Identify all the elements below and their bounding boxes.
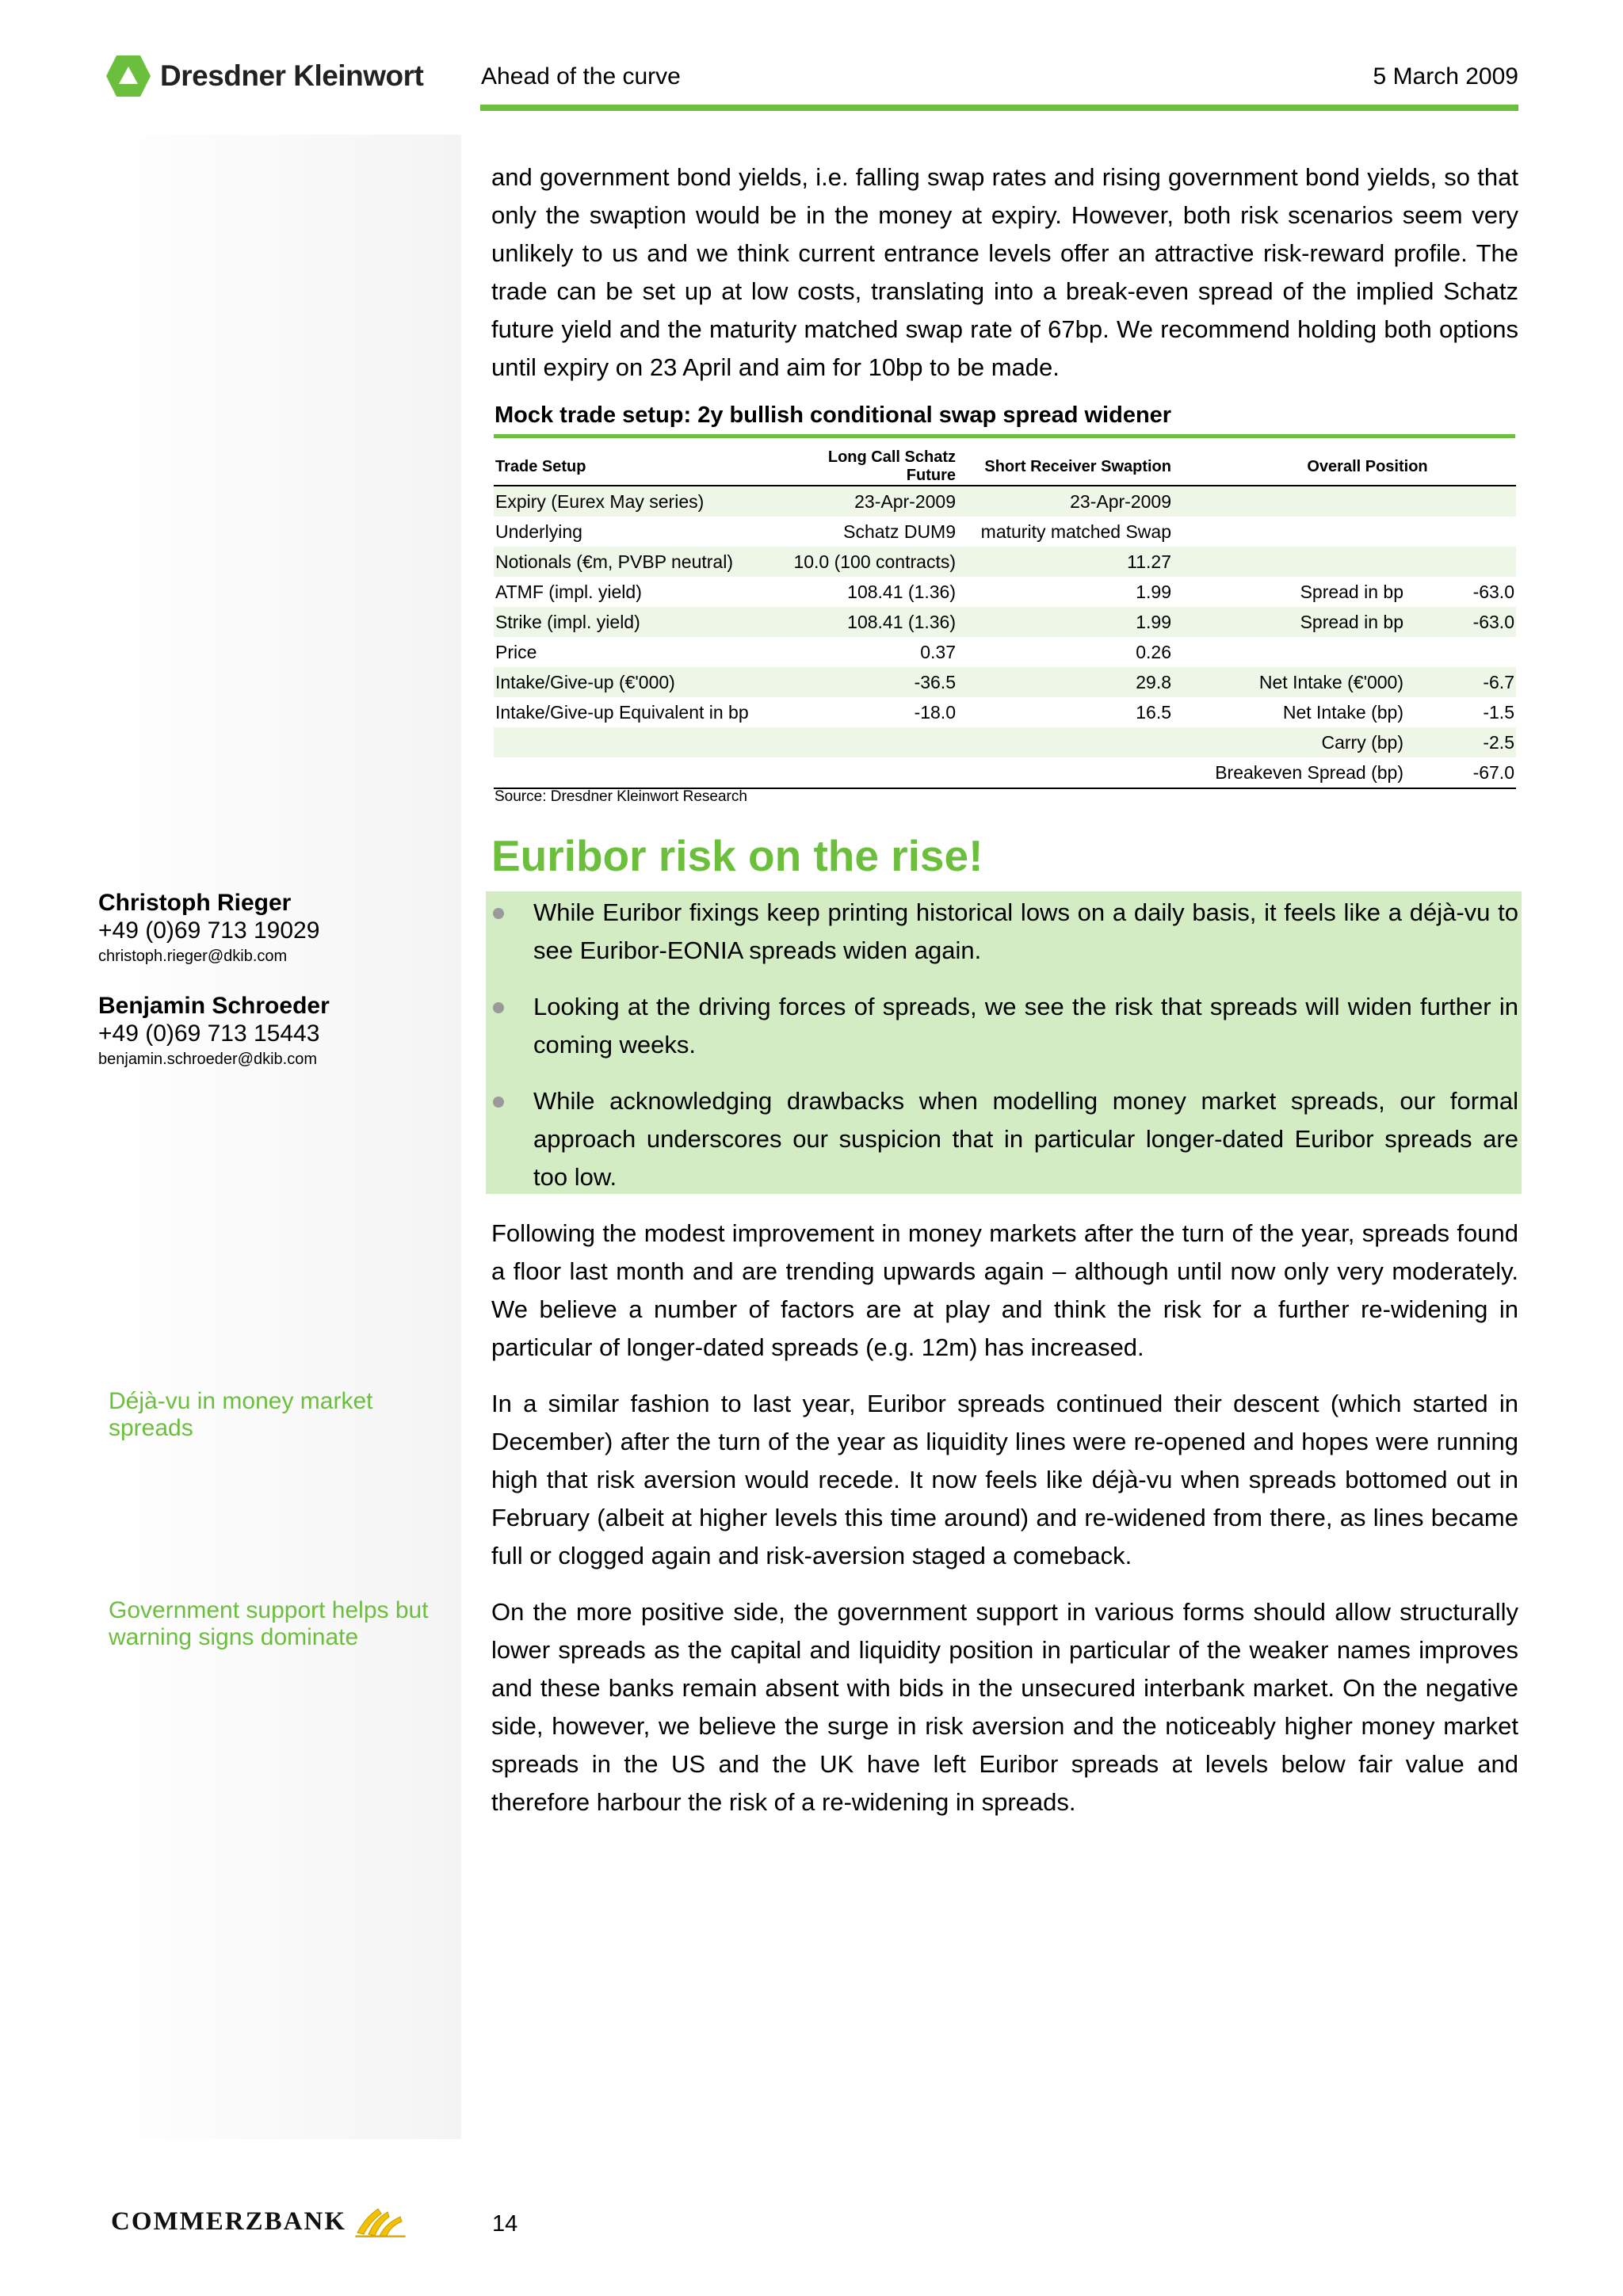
table-cell: Spread in bp	[1300, 581, 1403, 602]
body-paragraph: In a similar fashion to last year, Euribor spreads continued their descent (which started in December) after the turn of the year as liquidity lines were re-opened and hopes were running high that risk aversion would recede. It now feels like déjà-vu when spreads bottomed out in February (albeit at higher levels this time around) and re-widened from there, as lines became full or clogged again and risk-aversion staged a comeback.	[491, 1390, 1518, 1569]
section-title: Euribor risk on the rise!	[491, 831, 983, 880]
table-row	[494, 757, 1516, 788]
logo-text: Dresdner Kleinwort	[160, 59, 424, 92]
contact-email[interactable]: benjamin.schroeder@dkib.com	[98, 1051, 317, 1068]
margin-note: Government support helps but warning signs dominate	[109, 1597, 429, 1650]
intro-paragraph: and government bond yields, i.e. falling swap rates and rising government bond yields, so that only the swaption would be in the money at expiry. However, both risk scenarios seem very unlikely to us and we think current entrance levels offer an attractive risk-reward profile. The trade can be set up at low costs, translating into a break-even spread of the implied Schatz future yield and the maturity matched swap rate of 67bp. We recommend holding both options until expiry on 23 April and aim for 10bp to be made.	[491, 163, 1518, 381]
table-cell: 23-Apr-2009	[957, 486, 1173, 517]
table-cell: -2.5	[1405, 727, 1516, 757]
contact-card	[98, 889, 319, 968]
column-header: Overall Position	[1173, 448, 1516, 486]
table-cell: 108.41 (1.36)	[847, 581, 956, 602]
table-cell: Net Intake (bp)	[1282, 701, 1403, 723]
contact-name: Benjamin Schroeder	[98, 993, 330, 1019]
table-row	[494, 667, 1516, 697]
table-cell: Intake/Give-up (€'000)	[494, 667, 779, 697]
table-cell	[957, 757, 1173, 788]
company-logo	[105, 52, 423, 100]
contact-card	[98, 992, 330, 1071]
table-cell: 29.8	[957, 667, 1173, 697]
table-cell	[1173, 486, 1405, 517]
table-cell: Strike (impl. yield)	[494, 607, 779, 637]
table-row	[494, 727, 1516, 757]
bullet-dot-icon	[493, 908, 504, 919]
table-row	[494, 637, 1516, 667]
table-cell	[494, 727, 779, 757]
logo-mark-icon	[105, 52, 152, 100]
table-cell: Notionals (€m, PVBP neutral)	[494, 547, 779, 577]
table-cell	[1173, 517, 1405, 547]
table-cell: -6.7	[1405, 667, 1516, 697]
table-cell: 11.27	[957, 547, 1173, 577]
bullet-dot-icon	[493, 1097, 504, 1108]
key-point: While Euribor fixings keep printing historical lows on a daily basis, it feels like a déjà-vu to see Euribor-EONIA spreads widen again.	[533, 898, 1518, 964]
table-cell: 16.5	[1136, 701, 1171, 723]
table-cell	[1405, 547, 1516, 577]
table-cell: -1.5	[1483, 701, 1514, 723]
table-cell: 108.41 (1.36)	[779, 607, 957, 637]
table-title-rule	[494, 434, 1515, 438]
table-cell: 23-Apr-2009	[779, 486, 957, 517]
table-cell	[779, 757, 957, 788]
table-cell: Breakeven Spread (bp)	[1173, 757, 1405, 788]
table-cell: 1.99	[1136, 581, 1171, 602]
table-cell	[1405, 517, 1516, 547]
page-number: 14	[492, 2211, 518, 2237]
contact-phone: +49 (0)69 713 15443	[98, 1020, 320, 1047]
table-row	[494, 547, 1516, 577]
body-paragraph: On the more positive side, the government support in various forms should allow structurally lower spreads as the capital and liquidity position in particular of the weaker names improves and these banks remain absent with bids in the unsecured interbank market. On the negative side, however, we believe the surge in risk aversion and the noticeably higher money market spreads in the US and the UK have left Euribor spreads at levels below fair value and therefore harbour the risk of a re-widening in spreads.	[491, 1598, 1518, 1816]
table-cell: 10.0 (100 contracts)	[779, 547, 957, 577]
table-cell: -18.0	[914, 701, 956, 723]
table-row	[494, 577, 1516, 607]
table-cell: maturity matched Swap	[980, 521, 1171, 542]
table-cell	[494, 757, 779, 788]
body-paragraph: Following the modest improvement in money markets after the turn of the year, spreads found a floor last month and are trending upwards again – although until now only very moderately. We believe a number of factors are at play and think the risk for a further re-widening in particular of longer-dated spreads (e.g. 12m) has increased.	[491, 1219, 1518, 1361]
key-point: While acknowledging drawbacks when modelling money market spreads, our formal approach underscores our suspicion that in particular longer-dated Euribor spreads are too low.	[533, 1087, 1518, 1191]
table-source: Source: Dresdner Kleinwort Research	[495, 788, 747, 805]
column-header: Short Receiver Swaption	[957, 448, 1173, 486]
table-title: Mock trade setup: 2y bullish conditional swap spread widener	[495, 402, 1172, 428]
header-rule	[480, 105, 1518, 111]
table-cell: Carry (bp)	[1173, 727, 1405, 757]
table-cell: -36.5	[779, 667, 957, 697]
table-cell: ATMF (impl. yield)	[495, 581, 642, 602]
table-cell: Schatz DUM9	[843, 521, 956, 542]
footer-logo	[111, 2206, 407, 2237]
table-cell: -63.0	[1472, 581, 1514, 602]
margin-note: Déjà-vu in money market spreads	[109, 1388, 373, 1441]
table-row	[494, 517, 1516, 547]
table-cell: Spread in bp	[1173, 607, 1405, 637]
table-cell	[1405, 486, 1516, 517]
document-title: Ahead of the curve	[481, 63, 681, 90]
table-cell: Intake/Give-up Equivalent in bp	[495, 701, 749, 723]
key-point: Looking at the driving forces of spreads, we see the risk that spreads will widen further in coming weeks.	[533, 993, 1518, 1058]
table-cell	[1173, 637, 1405, 667]
table-row	[494, 607, 1516, 637]
contact-email[interactable]: christoph.rieger@dkib.com	[98, 948, 288, 965]
sidebar-background	[89, 135, 461, 2139]
table-cell	[1405, 637, 1516, 667]
trade-setup-table	[494, 448, 1516, 789]
table-cell: 1.99	[957, 607, 1173, 637]
table-cell	[1173, 547, 1405, 577]
contact-phone: +49 (0)69 713 19029	[98, 917, 320, 944]
table-header-row	[494, 448, 1516, 486]
table-cell	[957, 727, 1173, 757]
footer-brand-text: COMMERZBANK	[111, 2206, 346, 2236]
table-cell: Expiry (Eurex May series)	[494, 486, 779, 517]
table-cell: 0.26	[1136, 641, 1171, 662]
column-header: Trade Setup	[494, 448, 779, 486]
document-date: 5 March 2009	[1373, 63, 1518, 90]
table-cell: 0.37	[920, 641, 956, 662]
bullet-dot-icon	[493, 1002, 504, 1013]
ribbon-logo-icon	[354, 2206, 407, 2237]
table-cell: Underlying	[495, 521, 582, 542]
table-cell: Net Intake (€'000)	[1173, 667, 1405, 697]
contact-name: Christoph Rieger	[98, 890, 292, 916]
table-cell: -67.0	[1405, 757, 1516, 788]
table-cell: Price	[495, 641, 537, 662]
table-cell	[779, 727, 957, 757]
table-cell: -63.0	[1405, 607, 1516, 637]
table-row	[494, 697, 1516, 727]
column-header: Long Call Schatz Future	[779, 448, 957, 486]
table-row	[494, 486, 1516, 517]
